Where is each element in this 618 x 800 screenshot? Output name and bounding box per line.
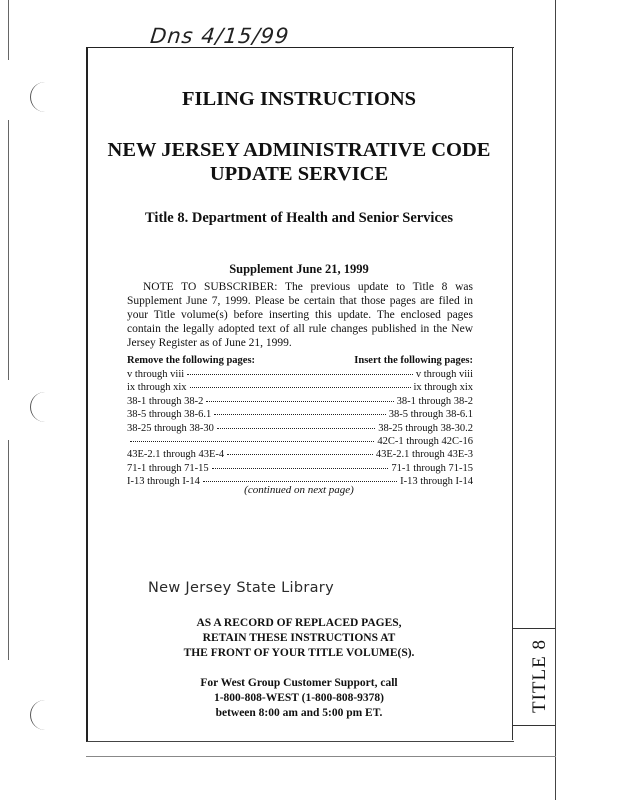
dot-leader bbox=[130, 441, 374, 442]
library-stamp: New Jersey State Library bbox=[148, 580, 334, 596]
punch-hole-icon bbox=[30, 700, 53, 730]
table-row bbox=[127, 368, 473, 381]
insert-header: Insert the following pages: bbox=[354, 355, 473, 366]
insert-pages: 38-1 through 38-2 bbox=[396, 395, 473, 407]
dot-leader bbox=[227, 454, 373, 455]
document-title: FILING INSTRUCTIONS bbox=[181, 88, 417, 110]
dot-leader bbox=[214, 414, 385, 415]
remove-header: Remove the following pages: bbox=[127, 355, 256, 366]
support-phone: 1-800-808-WEST (1-800-808-9378) bbox=[213, 692, 385, 704]
insert-pages: ix through xix bbox=[413, 382, 473, 394]
customer-support bbox=[86, 676, 512, 721]
scan-edge-mark bbox=[8, 120, 9, 380]
retain-notice bbox=[86, 616, 512, 661]
code-title-line2: UPDATE SERVICE bbox=[209, 163, 389, 185]
title-subtitle: Title 8. Department of Health and Senior Services bbox=[145, 210, 453, 226]
scan-edge-mark bbox=[8, 0, 9, 60]
insert-pages: 38-25 through 38-30.2 bbox=[378, 422, 473, 434]
support-hours: between 8:00 am and 5:00 pm ET. bbox=[215, 707, 383, 719]
retain-line2: RETAIN THESE INSTRUCTIONS AT bbox=[202, 632, 396, 644]
table-row bbox=[127, 395, 473, 408]
subscriber-note: NOTE TO SUBSCRIBER: The previous update to Title 8 was Supplement June 7, 1999. Please be certain that those pages are filed in your Title volume(s) before inserting this update. The enclosed pages contain the legally adopted text of all rule changes published in the New Jersey Register as of June 21, 1999. bbox=[127, 281, 473, 349]
right-scan-edge bbox=[555, 0, 556, 800]
continued-note: (continued on next page) bbox=[244, 484, 354, 496]
insert-pages: I-13 through I-14 bbox=[400, 476, 473, 488]
insert-pages: 38-5 through 38-6.1 bbox=[388, 409, 473, 421]
remove-pages: 38-1 through 38-2 bbox=[127, 395, 204, 407]
support-line1: For West Group Customer Support, call bbox=[200, 677, 398, 689]
dot-leader bbox=[187, 374, 413, 375]
punch-hole-icon bbox=[30, 392, 53, 422]
remove-pages: v through viii bbox=[127, 369, 185, 380]
remove-pages: 43E-2.1 through 43E-4 bbox=[127, 449, 225, 461]
supplement-date: Supplement June 21, 1999 bbox=[229, 262, 369, 276]
insert-pages: v through viii bbox=[415, 369, 473, 380]
dot-leader bbox=[190, 387, 411, 388]
remove-pages: I-13 through I-14 bbox=[127, 476, 200, 488]
table-row bbox=[127, 462, 473, 475]
table-row bbox=[127, 381, 473, 394]
table-row bbox=[127, 435, 473, 448]
remove-pages: 38-25 through 38-30 bbox=[127, 422, 214, 434]
punch-hole-icon bbox=[30, 82, 53, 112]
table-row bbox=[127, 422, 473, 435]
insert-pages: 43E-2.1 through 43E-3 bbox=[375, 449, 473, 461]
dot-leader bbox=[206, 401, 393, 402]
insert-pages: 71-1 through 71-15 bbox=[391, 462, 473, 474]
bottom-scan-edge bbox=[86, 756, 556, 757]
retain-line1: AS A RECORD OF REPLACED PAGES, bbox=[196, 617, 402, 629]
dot-leader bbox=[203, 481, 397, 482]
insert-pages: 42C-1 through 42C-16 bbox=[377, 435, 473, 447]
retain-line3: THE FRONT OF YOUR TITLE VOLUME(S). bbox=[183, 647, 415, 659]
scan-edge-mark bbox=[8, 440, 9, 660]
table-row bbox=[127, 408, 473, 421]
dot-leader bbox=[217, 428, 375, 429]
remove-pages: ix through xix bbox=[127, 382, 187, 394]
pages-table bbox=[127, 354, 473, 489]
code-title-line1: NEW JERSEY ADMINISTRATIVE CODE bbox=[107, 139, 491, 161]
pages-table-header bbox=[127, 354, 473, 368]
table-row bbox=[127, 448, 473, 461]
dot-leader bbox=[212, 468, 389, 469]
title-tab-label: TITLE 8 bbox=[529, 638, 550, 714]
code-title bbox=[86, 138, 512, 186]
remove-pages: 38-5 through 38-6.1 bbox=[127, 409, 212, 421]
remove-pages: 71-1 through 71-15 bbox=[127, 462, 209, 474]
handwritten-note: Dns 4/15/99 bbox=[149, 24, 291, 48]
